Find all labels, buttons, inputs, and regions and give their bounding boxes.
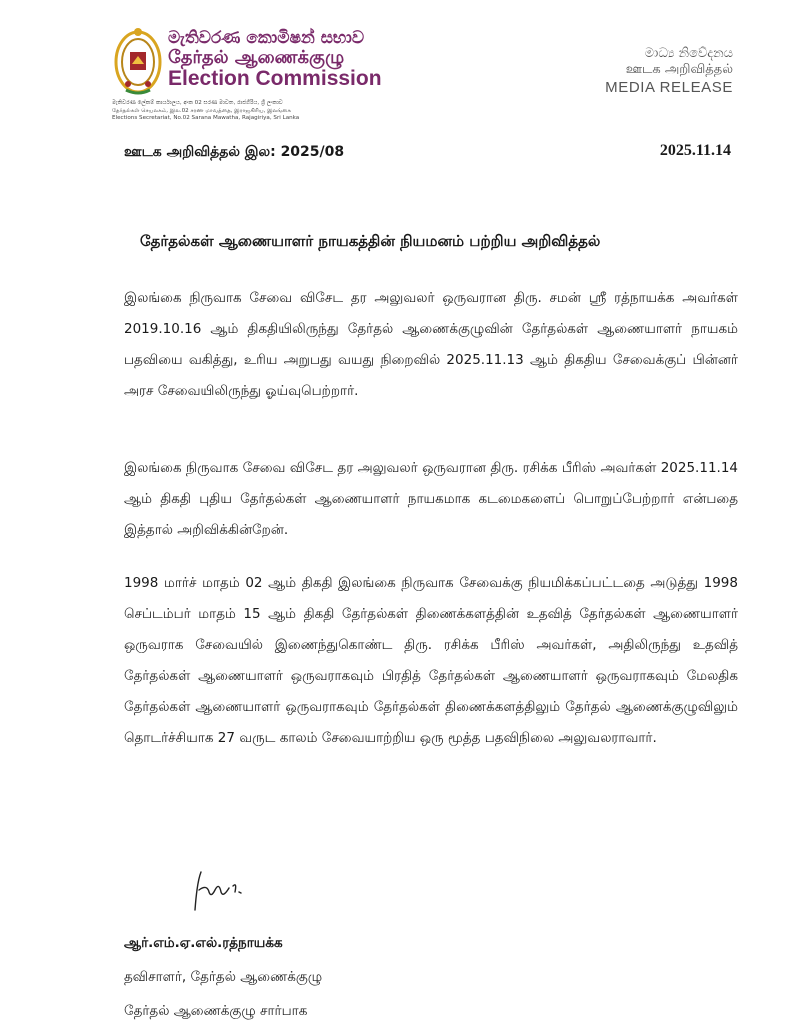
paragraph-2: இலங்கை நிருவாக சேவை விசேட தர அலுவலர் ஒருவரான திரு. ரசிக்க பீரிஸ் அவர்கள் 2025.11.14 ஆம் திகதி புதிய தேர்தல்கள் ஆணையாளர் நாயகமாக கடமைகளைப் பொறுப்பேற்றார் என்பதை இத்தால் அறிவிக்கின்றேன். — [124, 460, 738, 538]
reference-number: ஊடக அறிவித்தல் இல: 2025/08 — [124, 144, 345, 160]
handwritten-signature-icon — [175, 862, 255, 917]
media-tamil: ஊடக அறிவித்தல் — [625, 62, 733, 77]
brand-sinhala: මැතිවරණ කොමිෂන් සභාව — [168, 28, 365, 48]
signatory-name: ஆர்.எம்.ஏ.எல்.ரத்நாயக்க — [124, 935, 283, 951]
address-sinhala: මැතිවරණ ලේකම් කාර්යාලය, අංක 02 සරණ මාවත, රාජගිරිය, ශ්‍රී ලංකාව — [112, 100, 283, 106]
media-sinhala: මාධ්‍ය නිවේදනය — [644, 46, 733, 61]
signatory-position: தவிசாளர், தேர்தல் ஆணைக்குழு — [124, 969, 323, 985]
address-block — [112, 100, 362, 123]
address-tamil: தேர்தல்கள் செயலகம், இல.02 சரண மாவத்தை, இராஜகிரிய, இலங்கை — [112, 107, 292, 114]
address-english: Elections Secretariat, No.02 Sarana Mawatha, Rajagiriya, Sri Lanka — [112, 115, 300, 121]
brand-block — [168, 28, 382, 90]
sri-lanka-emblem-icon — [112, 22, 164, 100]
release-date: 2025.11.14 — [659, 142, 731, 159]
media-english: MEDIA RELEASE — [605, 79, 733, 96]
document-title: தேர்தல்கள் ஆணையாளர் நாயகத்தின் நியமனம் பற்றிய அறிவித்தல் — [140, 232, 601, 250]
signature-block — [124, 926, 322, 1028]
media-release-label — [605, 46, 733, 98]
paragraph-3: 1998 மார்ச் மாதம் 02 ஆம் திகதி இலங்கை நிருவாக சேவைக்கு நியமிக்கப்பட்டதை அடுத்து 1998 செப்டம்பர் மாதம் 15 ஆம் திகதி தேர்தல்கள் திணைக்களத்தின் உதவித் தேர்தல்கள் ஆணையாளர் ஒருவராக சேவையில் இணைந்துகொண்ட திரு. ரசிக்க பீரிஸ் அவர்கள், அதிலிருந்து உதவித் தேர்தல்கள் ஆணையாளர் ஒருவராகவும் பிரதித் தேர்தல்கள் ஆணையாளர் ஒருவராகவும் மேலதிக தேர்தல்கள் ஆணையாளர் ஒருவராகவும் தேர்தல்கள் திணைக்களத்திலும் தேர்தல் ஆணைக்குழுவிலும் தொடர்ச்சியாக 27 வருட காலம் சேவையாற்றிய ஒரு மூத்த பதவிநிலை அலுவலராவார். — [124, 575, 738, 746]
brand-english: Election Commission — [168, 67, 382, 90]
brand-tamil: தேர்தல் ஆணைக்குழு — [168, 47, 345, 68]
paragraph-1: இலங்கை நிருவாக சேவை விசேட தர அலுவலர் ஒருவரான திரு. சமன் ஸ்ரீ ரத்நாயக்க அவர்கள் 2019.10.16 ஆம் திகதியிலிருந்து தேர்தல் ஆணைக்குழுவின் தேர்தல்கள் ஆணையாளர் நாயகம் பதவியை வகித்து, உரிய அறுபது வயது நிறைவில் 2025.11.13 ஆம் திகதிய சேவைக்குப் பின்னர் அரச சேவையிலிருந்து ஓய்வுபெற்றார். — [124, 290, 738, 399]
signatory-on-behalf: தேர்தல் ஆணைக்குழு சார்பாக — [124, 1003, 308, 1019]
letterhead — [0, 0, 791, 130]
